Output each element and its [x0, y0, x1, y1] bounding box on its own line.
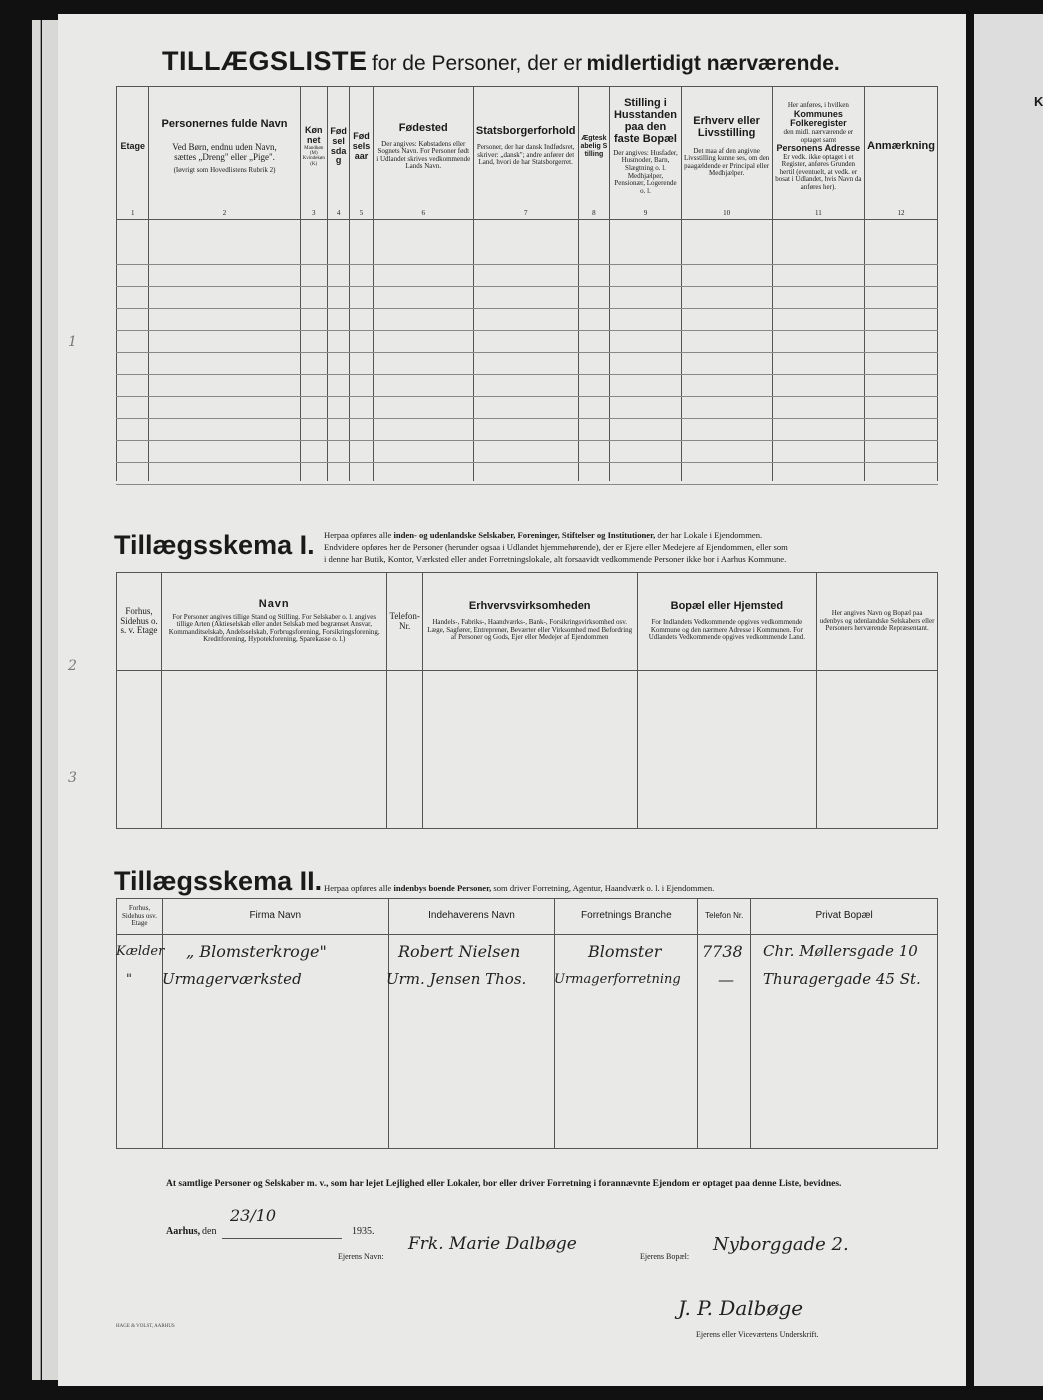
liste-col-navn-sub: Ved Børn, endnu uden Navn, sættes „Dreng" eller „Pige". — [172, 142, 277, 162]
margin-mark-3: 3 — [68, 770, 77, 786]
row2-firma: Urmagerværksted — [162, 970, 302, 988]
liste-body — [117, 219, 938, 481]
skema1-col-erhverv: Erhvervsvirksomheden Handels-, Fabriks-, Haandværks-, Bank-, Forsikringsvirksomhed osv. Læge, Sagfører, Entreprenør, Beværter eller Virksomhed med Befordring af Personer og Gods, Ejer eller Medejer af Ejendommen — [422, 573, 637, 671]
liste-col-koen: Kønnet Mandkøn (M) Kvindekøn (K) — [300, 87, 327, 207]
liste-col-folkeregister: Her anføres, i hvilken Kommunes Folkeregister den midl. nærværende er optaget samt Personens Adresse Er vedk. ikke optaget i et Register, anføres Grunden hertil (eventuelt, at vedk. er bosat i Udlandet, hvis Navn da anføres her). — [772, 87, 864, 207]
liste-col-foedselsdag: Fødselsdag — [327, 87, 349, 207]
row2-telefon: — — [718, 970, 734, 989]
skema2-col-etage: Forhus, Sidehus osv. Etage — [117, 899, 163, 935]
skema1-col-repraesentant: Her angives Navn og Bopæl paa udenbys og udenlandske Selskabers eller Personers herværende Repræsentant. — [817, 573, 938, 671]
row2-indehaver: Urm. Jensen Thos. — [386, 970, 527, 988]
liste-col-stilling: Stilling i Husstanden paa den faste Bopæl Der angives: Husfader, Husmoder, Barn, Slægtning o. l. Medhjælper, Pensionær, Logerende o. l. — [610, 87, 681, 207]
liste-title-end: midlertidigt nærværende. — [586, 52, 840, 75]
skema1-col-telefon: Telefon-Nr. — [387, 573, 422, 671]
margin-mark-1: 1 — [68, 334, 77, 350]
skema2-col-firma: Firma Navn — [162, 899, 388, 935]
skema1-body — [117, 671, 938, 829]
liste-title-mid: for de Personer, der er — [371, 52, 583, 75]
skema2-body — [117, 935, 938, 1149]
signature-label: Ejerens eller Viceværtens Underskrift. — [696, 1330, 819, 1339]
liste-col-aegteskab: Ægteskabelig Stilling — [578, 87, 610, 207]
right-page-letter: K — [1034, 94, 1043, 109]
skema2-col-telefon: Telefon Nr. — [698, 899, 751, 935]
liste-col-erhverv: Erhverv eller Livsstilling Det maa af den angivne Livsstilling kunne ses, om den paagældende er Principal eller Medhjælper. — [681, 87, 772, 207]
liste-title — [162, 46, 840, 77]
page-edge-1 — [32, 20, 41, 1380]
liste-col-foedested: Fødested Der angives: Købstadens eller Sognets Navn. For Personer født i Udlandet skrives vedkommende Lands Navn. — [373, 87, 473, 207]
row2-etage: " — [126, 972, 132, 987]
owner-address-handwritten: Nyborggade 2. — [713, 1234, 849, 1255]
skema1-col-navn: Navn For Personer angives tillige Stand og Stilling. For Selskaber o. l. angives tillige Arten (Aktieselskab eller andet Selskab med begrænset Ansvar, Kommanditselskab, Andelsselskab, Forbrugsforening, Forsikringsforening, Kreditforening, Hypotekforening, Sparekasse o. l.) — [161, 573, 387, 671]
liste-col-navn-sub2: (Iøvrigt som Hovedlistens Rubrik 2) — [173, 165, 276, 174]
skema2-col-bopael: Privat Bopæl — [751, 899, 938, 935]
skema1-note: Herpaa opføres alle inden- og udenlandske Selskaber, Foreninger, Stiftelser og Institutioner, der har Lokale i Ejendommen. Endvidere opføres her de Personer (herunder ogsaa i Udlandet hjemmehørende), der er Ejere eller Medejere af Ejendommen, eller som i denne har Butik, Kontor, Værksted eller andet Forretningslokale, alt forsaavidt vedkommende Personer ikke bor i Aarhus Kommune. — [324, 530, 788, 565]
liste-col-anmaerkning: Anmærkning — [865, 87, 938, 207]
row1-firma: „ Blomsterkroge" — [186, 942, 327, 961]
footer-date: Aarhus, den 23/10 1935. — [166, 1206, 375, 1237]
skema2-col-indehaver: Indehaverens Navn — [388, 899, 555, 935]
liste-table — [116, 86, 938, 481]
liste-number-row: 1 2 3 4 5 6 7 8 9 10 11 12 — [117, 207, 938, 220]
liste-col-statsborger: Statsborgerforhold Personer, der har dansk Indfødsret, skriver: „dansk"; andre anfører det Land, hvori de har Statsborgerret. — [473, 87, 578, 207]
footer-statement: At samtlige Personer og Selskaber m. v., som har lejet Lejlighed eller Lokaler, bor eller driver Forretning i forannævnte Ejendom er optaget paa denne Liste, bevidnes. — [166, 1179, 842, 1189]
owner-signature: J. P. Dalbøge — [678, 1296, 804, 1320]
row1-etage: Kælder — [116, 944, 165, 959]
right-page — [974, 14, 1043, 1386]
row1-bopael: Chr. Møllersgade 10 — [763, 942, 918, 960]
liste-col-etage: Etage — [117, 87, 149, 207]
row2-branche: Urmagerforretning — [554, 972, 681, 987]
skema2-title: Tillægsskema II. — [114, 866, 323, 896]
skema1-col-etage: Forhus, Sidehus o. s. v. Etage — [117, 573, 162, 671]
liste-col-foedselsaar: Fødselsaar — [350, 87, 373, 207]
skema1-title: Tillægsskema I. — [114, 530, 315, 560]
footer-owner: Ejerens Navn: Frk. Marie Dalbøge Ejerens Bopæl: Nyborggade 2. — [338, 1234, 849, 1261]
liste-col-navn-head: Personernes fulde Navn — [161, 118, 288, 131]
skema1-col-bopael: Bopæl eller Hjemsted For Indlandets Vedkommende opgives vedkommende Kommune og den nærmere Adresse i Kommunen. For Udlandets Vedkommende opgives vedkommende Land. — [637, 573, 817, 671]
row1-branche: Blomster — [588, 942, 662, 961]
skema2-note: Herpaa opføres alle indenbys boende Personer, som driver Forretning, Agentur, Haandværk o. l. i Ejendommen. — [324, 883, 715, 893]
printer-mark: HAGE & VOLST, AARHUS — [116, 1324, 175, 1329]
row1-indehaver: Robert Nielsen — [398, 942, 521, 961]
row1-telefon: 7738 — [702, 942, 743, 961]
owner-name-handwritten: Frk. Marie Dalbøge — [408, 1234, 577, 1254]
skema2-table — [116, 898, 938, 1149]
skema1-table — [116, 572, 938, 829]
document-page — [58, 14, 966, 1386]
liste-col-navn — [149, 87, 300, 207]
liste-title-bold: TILLÆGSLISTE — [162, 46, 368, 76]
margin-mark-2: 2 — [68, 658, 77, 674]
date-handwritten: 23/10 — [230, 1206, 277, 1225]
row2-bopael: Thuragergade 45 St. — [763, 970, 921, 988]
skema2-col-branche: Forretnings Branche — [555, 899, 698, 935]
